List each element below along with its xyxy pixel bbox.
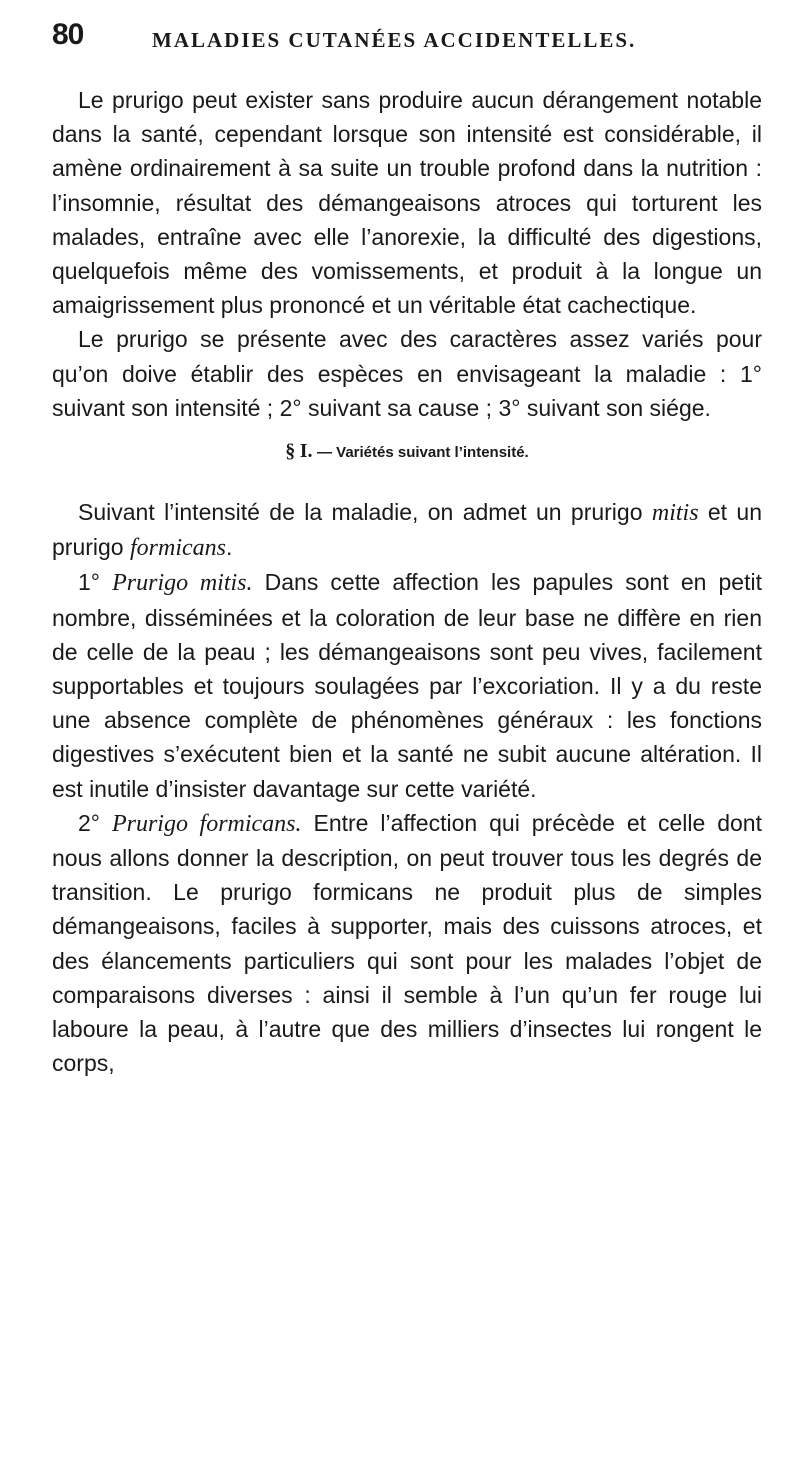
paragraph-prurigo-mitis — [52, 565, 762, 805]
text-run: Entre l’affection qui précède et celle dont nous allons donner la description, on peut trouver tous les degrés de transition. Le prurigo formicans ne produit plus de simples démangeaisons, faciles à supporter, mais des cuissons atroces, et des élancements particuliers qui sont pour les malades l’objet de comparaisons diverses : ainsi il semble à l’un qu’un fer rouge lui laboure la peau, à l’autre que des milliers d’insectes lui rongent le corps, — [52, 809, 762, 1077]
italic-heading-prurigo-formicans: Prurigo formicans. — [111, 810, 302, 837]
section-number: I. — [299, 440, 313, 463]
text-run: Dans cette affection les papules sont en petit nombre, disséminées et la coloration de leur base ne diffère en rien de celle de la peau ; les démangeaisons sont peu vives, facilement supportables et toujours soulagées par l’excoriation. Il y a du reste une absence complète de phénomènes généraux : les fonctions digestives s’exécutent bien et la santé ne subit aucune altération. Il est inutile d’insister davantage sur cette variété. — [52, 569, 762, 802]
text-run: Suivant l’intensité de la maladie, on admet un prurigo — [78, 499, 652, 526]
list-number: 1° — [78, 569, 113, 596]
page-header — [52, 18, 752, 68]
section-title: — Variétés suivant l’intensité. — [316, 444, 529, 462]
text-run: . — [225, 534, 233, 561]
paragraph-intensity-intro — [52, 495, 762, 565]
italic-heading-prurigo-mitis: Prurigo mitis. — [112, 570, 253, 597]
body-text — [52, 83, 762, 1080]
italic-term-formicans: formicans — [129, 535, 226, 562]
running-title: MALADIES CUTANÉES ACCIDENTELLES. — [152, 28, 637, 52]
paragraph-species-classification: Le prurigo se présente avec des caractères assez variés pour qu’on doive établir des espèces en envisageant la maladie : 1° suivant son intensité ; 2° suivant sa cause ; 3° suivant son siége. — [52, 326, 762, 421]
text-run: et un prurigo — [52, 499, 763, 561]
section-symbol: § — [285, 440, 296, 463]
italic-term-mitis: mitis — [651, 500, 699, 527]
section-heading — [52, 439, 762, 465]
list-number: 2° — [78, 809, 112, 836]
paragraph-general-effects: Le prurigo peut exister sans produire aucun dérangement notable dans la santé, cependant lorsque son intensité est considérable, il amène ordinairement à sa suite un trouble profond dans la nutrition : l’insomnie, résultat des démangeaisons atroces qui torturent les malades, entraîne avec elle l’anorexie, la difficulté des digestions, quelquefois même des vomissements, et produit à la longue un amaigrissement plus prononcé et un véritable état cachectique. — [52, 87, 762, 319]
page-number: 80 — [52, 18, 84, 51]
paragraph-prurigo-formicans — [52, 806, 762, 1081]
